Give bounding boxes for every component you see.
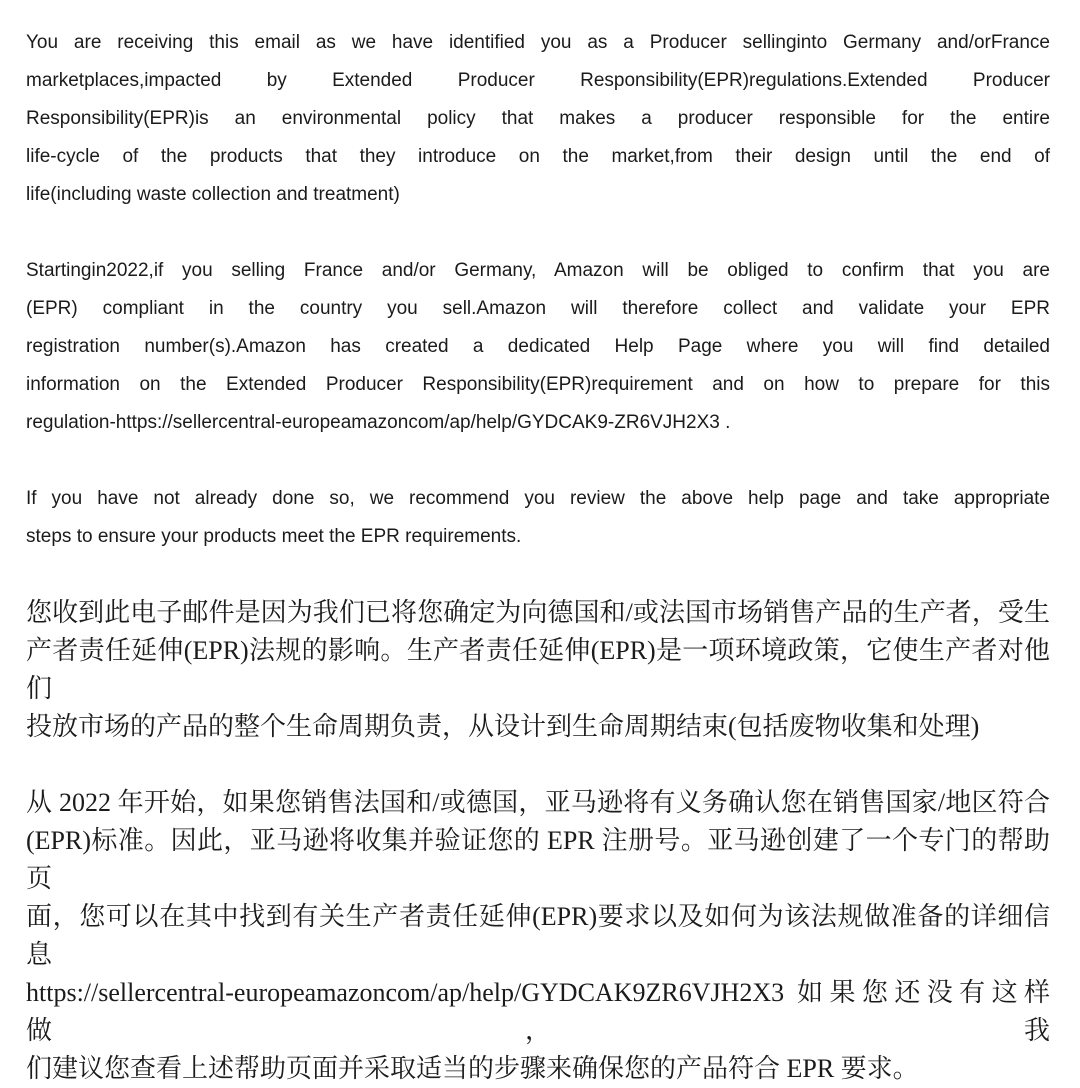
- text-line: life-cycle of the products that they introduce on the market,from their design until the end of: [26, 146, 1050, 167]
- text-line: (EPR) compliant in the country you sell.Amazon will therefore collect and validate your EPR: [26, 298, 1050, 319]
- paragraph-zh-3: [26, 594, 1050, 746]
- text-line: 投放市场的产品的整个生命周期负责，从设计到生命周期结束(包括废物收集和处理): [26, 712, 980, 741]
- text-line: information on the Extended Producer Responsibility(EPR)requirement and on how to prepare for this: [26, 374, 1050, 395]
- text-line: 面，您可以在其中找到有关生产者责任延伸(EPR)要求以及如何为该法规做准备的详细信息: [26, 902, 1050, 969]
- text-line: Responsibility(EPR)is an environmental policy that makes a producer responsible for the entire: [26, 108, 1050, 129]
- text-line: life(including waste collection and treatment): [26, 184, 400, 205]
- text-line: Startingin2022,if you selling France and/or Germany, Amazon will be obliged to confirm that you are: [26, 260, 1050, 281]
- text-line: regulation-https://sellercentral-europeamazoncom/ap/help/GYDCAK9-ZR6VJH2X3 .: [26, 412, 731, 433]
- paragraph-zh-4: [26, 784, 1050, 1088]
- text-line: (EPR)标准。因此，亚马逊将收集并验证您的 EPR 注册号。亚马逊创建了一个专门的帮助页: [26, 826, 1050, 893]
- text-line: 从 2022 年开始，如果您销售法国和/或德国，亚马逊将有义务确认您在销售国家/地区符合: [26, 788, 1050, 817]
- text-line: 您收到此电子邮件是因为我们已将您确定为向德国和/或法国市场销售产品的生产者，受生: [26, 598, 1050, 627]
- paragraph-en-2: [26, 480, 1050, 556]
- text-line: 产者责任延伸(EPR)法规的影响。生产者责任延伸(EPR)是一项环境政策，它使生产者对他们: [26, 636, 1050, 703]
- text-line: registration number(s).Amazon has created a dedicated Help Page where you will find detailed: [26, 336, 1050, 357]
- text-line: You are receiving this email as we have identified you as a Producer sellinginto Germany and/orFrance: [26, 32, 1050, 53]
- paragraph-en-0: [26, 24, 1050, 214]
- text-line: 们建议您查看上述帮助页面并采取适当的步骤来确保您的产品符合 EPR 要求。: [26, 1054, 919, 1083]
- text-line: steps to ensure your products meet the EPR requirements.: [26, 526, 522, 547]
- paragraph-en-1: [26, 252, 1050, 442]
- text-line: If you have not already done so, we recommend you review the above help page and take appropriate: [26, 488, 1050, 509]
- text-line: marketplaces,impacted by Extended Producer Responsibility(EPR)regulations.Extended Producer: [26, 70, 1050, 91]
- text-line: https://sellercentral-europeamazoncom/ap/help/GYDCAK9ZR6VJH2X3 如果您还没有这样做，我: [26, 978, 1050, 1045]
